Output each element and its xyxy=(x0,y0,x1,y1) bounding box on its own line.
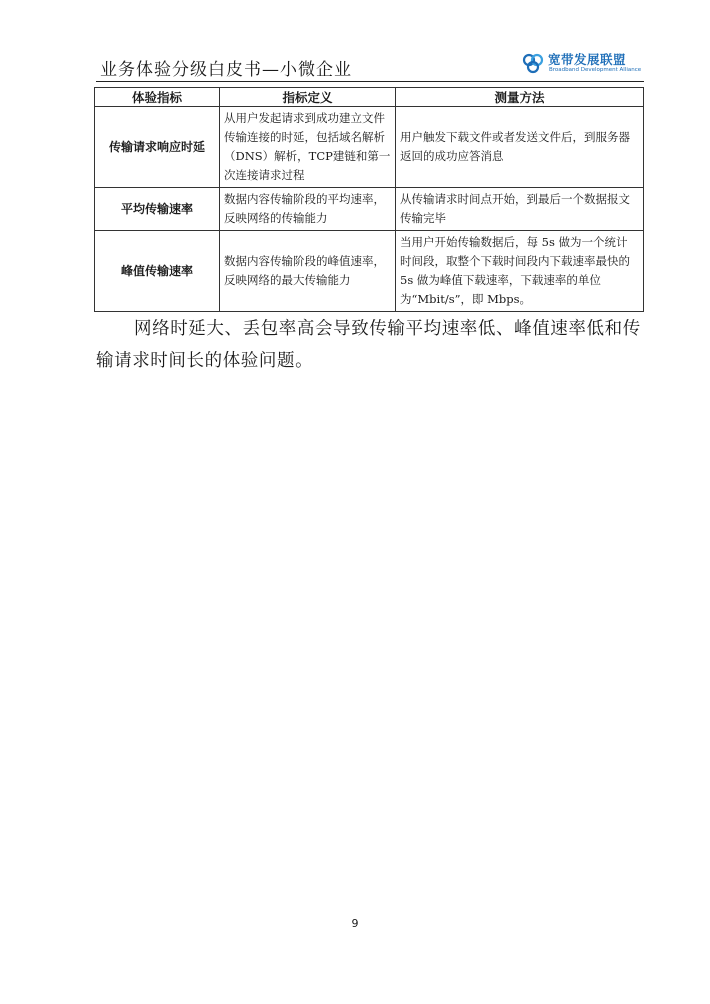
metric-name: 峰值传输速率 xyxy=(95,231,220,312)
metric-method: 从传输请求时间点开始，到最后一个数据报文传输完毕 xyxy=(396,188,644,231)
metric-definition: 数据内容传输阶段的平均速率，反映网络的传输能力 xyxy=(220,188,396,231)
metric-name: 传输请求响应时延 xyxy=(95,107,220,188)
column-header-method: 测量方法 xyxy=(396,88,644,107)
metric-method: 用户触发下载文件或者发送文件后，到服务器返回的成功应答消息 xyxy=(396,107,644,188)
header-title: 业务体验分级白皮书—小微企业 xyxy=(100,60,352,80)
metric-definition: 从用户发起请求到成功建立文件传输连接的时延，包括域名解析（DNS）解析，TCP建链和第一次连接请求过程 xyxy=(220,107,396,188)
metric-method: 当用户开始传输数据后，每 5s 做为一个统计时间段，取整个下载时间段内下载速率最快的 5s 做为峰值下载速率，下载速率的单位为“Mbit/s”，即 Mbps。 xyxy=(396,231,644,312)
column-header-metric: 体验指标 xyxy=(95,88,220,107)
page-header xyxy=(96,46,644,82)
table-row xyxy=(95,188,644,231)
table-header-row xyxy=(95,88,644,107)
alliance-logo xyxy=(522,50,642,78)
table-row xyxy=(95,107,644,188)
metrics-table xyxy=(94,87,644,312)
column-header-definition: 指标定义 xyxy=(220,88,396,107)
page-number: 9 xyxy=(351,917,359,930)
logo-name-en: Broadband Development Alliance xyxy=(549,67,642,73)
metric-name: 平均传输速率 xyxy=(95,188,220,231)
header-divider xyxy=(96,81,644,82)
table-row xyxy=(95,231,644,312)
body-paragraph: 网络时延大、丢包率高会导致传输平均速率低、峰值速率低和传输请求时间长的体验问题。 xyxy=(96,319,641,371)
alliance-logo-icon xyxy=(522,52,544,74)
metric-definition: 数据内容传输阶段的峰值速率，反映网络的最大传输能力 xyxy=(220,231,396,312)
logo-name-cn: 宽带发展联盟 xyxy=(548,52,627,67)
